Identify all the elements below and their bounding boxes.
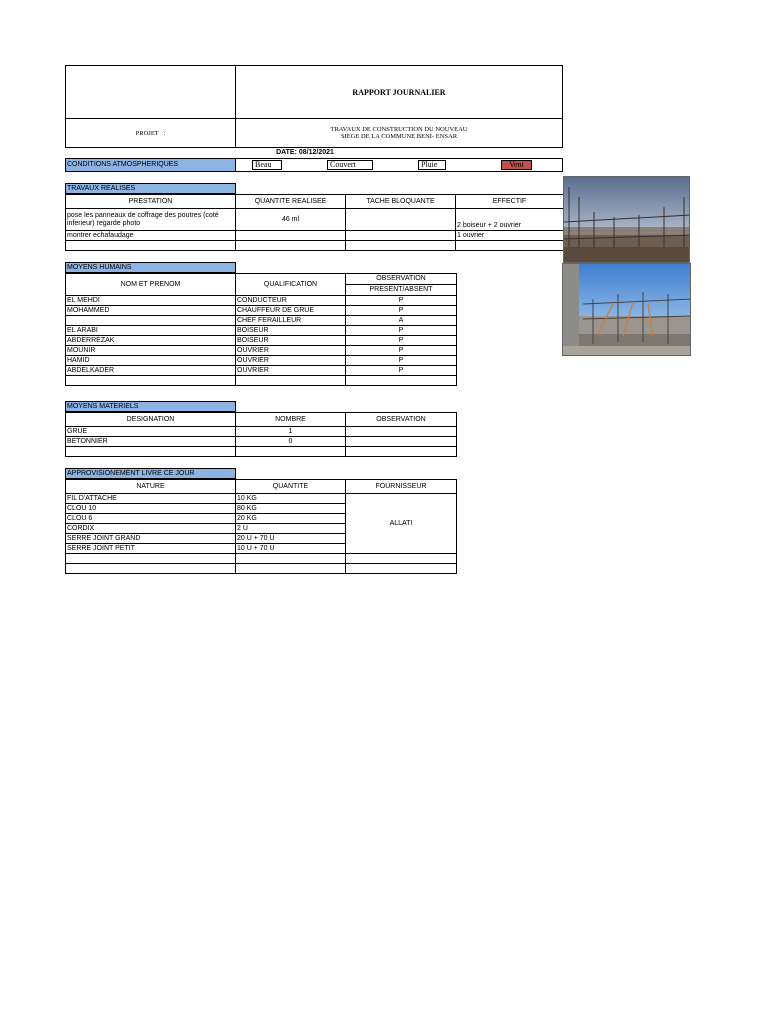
humains-cell: EL MEHDI [66,296,236,306]
header-logo-cell [65,65,236,119]
humains-cell [236,376,346,386]
report-title: RAPPORT JOURNALIER [352,87,446,97]
humains-cell: CHEF FERAILLEUR [236,316,346,326]
travaux-cell [346,209,456,231]
humains-cell: P [346,306,457,316]
appro-cell: 2 U [236,524,346,534]
humains-cell: P [346,346,457,356]
travaux-section-label: TRAVAUX REALISES [65,183,236,194]
materiels-cell [346,447,457,457]
travaux-cell [346,241,456,251]
appro-empty-cell [346,564,457,574]
travaux-cell [66,241,236,251]
appro-cell: CORDIX [66,524,236,534]
materiels-cell: GRUE [66,427,236,437]
appro-cell: 20 U + 70 U [236,534,346,544]
humains-cell: OUVRIER [236,366,346,376]
materiels-cell [236,447,346,457]
humains-cell: ABDERREZAK [66,336,236,346]
travaux-cell [456,241,564,251]
materiels-cell: BETONNIER [66,437,236,447]
weather-vent-option[interactable]: Vent [501,160,532,170]
humains-cell [66,376,236,386]
humains-header-qualification: QUALIFICATION [236,274,346,296]
appro-empty-cell [66,554,236,564]
weather-couvert-option[interactable]: Couvert [327,160,373,170]
appro-section-label: APPROVISIONEMENT LIVRE CE JOUR [65,468,236,479]
materiels-cell [346,437,457,447]
materiels-cell: 0 [236,437,346,447]
appro-cell: 80 KG [236,504,346,514]
projet-label: PROJET : [135,129,166,137]
humains-cell [66,316,236,326]
materiels-section-label: MOYENS MATERIELS [65,401,236,412]
materiels-cell [66,447,236,457]
humains-table [65,273,457,386]
humains-cell: BOISEUR [236,336,346,346]
appro-cell: SERRE JOINT GRAND [66,534,236,544]
projet-value-cell [235,118,563,148]
site-photo-1 [563,176,690,263]
travaux-cell: 2 boiseur + 2 ouvrier [456,209,564,231]
report-title-cell [235,65,563,119]
humains-cell: ABDELKADER [66,366,236,376]
travaux-table [65,194,564,251]
travaux-header-effectif: EFFECTIF [456,195,564,209]
appro-cell: 10 U + 70 U [236,544,346,554]
weather-beau-option[interactable]: Beau [252,160,282,170]
humains-cell: MOHAMMED [66,306,236,316]
appro-empty-cell [346,554,457,564]
humains-cell: OUVRIER [236,346,346,356]
projet-line-2: SIEGE DE LA COMMUNE BENI- ENSAR [340,133,458,140]
appro-fournisseur-cell: ALLATI [346,494,457,554]
appro-cell: 20 KG [236,514,346,524]
site-photo-1-image [564,177,690,263]
humains-cell: CHAUFFEUR DE GRUE [236,306,346,316]
materiels-header-designation: DESIGNATION [66,413,236,427]
humains-cell [346,376,457,386]
appro-empty-cell [66,564,236,574]
humains-cell: A [346,316,457,326]
travaux-cell: montrer echafaudage [66,231,236,241]
appro-cell: 10 KG [236,494,346,504]
projet-label-cell [65,118,236,148]
humains-cell: CONDUCTEUR [236,296,346,306]
appro-cell: CLOU 10 [66,504,236,514]
humains-cell: P [346,366,457,376]
materiels-cell [346,427,457,437]
site-photo-2 [562,263,691,356]
humains-header-observation: OBSERVATION [346,274,457,285]
humains-cell: OUVRIER [236,356,346,366]
appro-cell: SERRE JOINT PETIT [66,544,236,554]
humains-header-nom: NOM ET PRENOM [66,274,236,296]
travaux-cell: 1 ouvrier [456,231,564,241]
humains-cell: P [346,326,457,336]
humains-cell: HAMID [66,356,236,366]
report-date: DATE: 08/12/2021 [276,149,334,156]
materiels-header-observation: OBSERVATION [346,413,457,427]
travaux-header-quantite: QUANTITE REALISEE [236,195,346,209]
appro-table [65,479,457,574]
projet-line-1: TRAVAUX DE CONSTRUCTION DU NOUVEAU [330,126,468,133]
humains-cell: P [346,356,457,366]
travaux-header-prestation: PRESTATION [66,195,236,209]
appro-empty-cell [236,554,346,564]
humains-cell: P [346,296,457,306]
humains-section-label: MOYENS HUMAINS [65,262,236,273]
humains-cell: MOUNIR [66,346,236,356]
weather-pluie-option[interactable]: Pluie [418,160,446,170]
travaux-cell: 46 ml [236,209,346,231]
travaux-cell [236,241,346,251]
conditions-label: CONDITIONS ATMOSPHERIQUES [65,158,236,172]
appro-cell: FIL D'ATTACHE [66,494,236,504]
travaux-header-tache: TACHE BLOQUANTE [346,195,456,209]
humains-header-present-absent: PRESENT/ABSENT [346,285,457,296]
appro-header-fournisseur: FOURNISSEUR [346,480,457,494]
humains-cell: BOISEUR [236,326,346,336]
travaux-cell: pose les panneaux de coffrage des poutres (coté inferieur) regarde photo [66,209,236,231]
materiels-cell: 1 [236,427,346,437]
humains-cell: P [346,336,457,346]
materiels-header-nombre: NOMBRE [236,413,346,427]
travaux-cell [236,231,346,241]
appro-empty-cell [236,564,346,574]
humains-cell: EL ARABI [66,326,236,336]
materiels-table [65,412,457,457]
appro-header-quantite: QUANTITE [236,480,346,494]
travaux-cell [346,231,456,241]
site-photo-2-image [563,264,691,356]
appro-cell: CLOU 6 [66,514,236,524]
appro-header-nature: NATURE [66,480,236,494]
